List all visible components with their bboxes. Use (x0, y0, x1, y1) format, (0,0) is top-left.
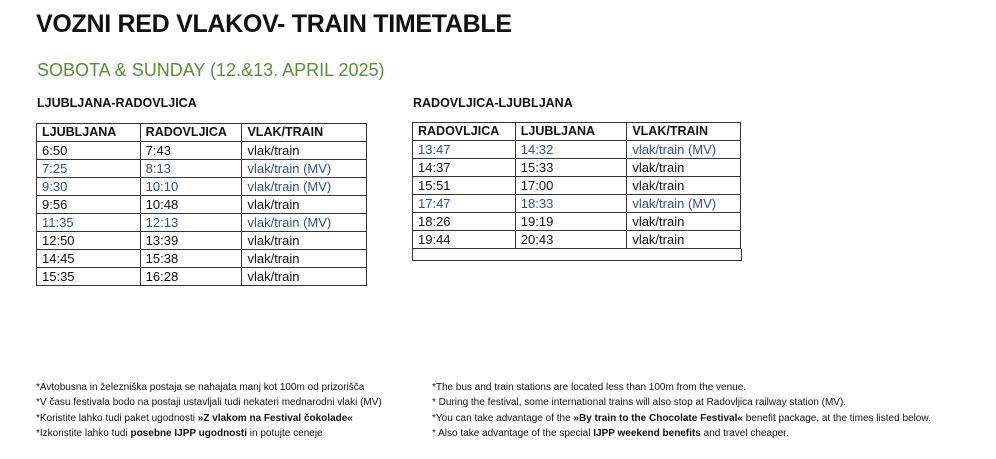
table-row (413, 195, 741, 213)
section-heading-radovljica-ljubljana: RADOVLJICA-LJUBLJANA (413, 96, 573, 110)
note-text: benefit package, at the times listed below. (742, 412, 931, 424)
train-type-cell: vlak/train (MV) (627, 141, 741, 159)
column-header-arrival: RADOVLJICA (140, 124, 242, 142)
table-row (413, 231, 741, 249)
arrival-time-cell: 8:13 (140, 160, 242, 178)
notes-english (432, 380, 931, 441)
departure-time-cell: 12:50 (37, 232, 141, 250)
note-emphasis: »Z vlakom na Festival čokolade« (197, 412, 353, 424)
table-row (413, 141, 741, 159)
note-emphasis: IJPP weekend benefits (593, 427, 701, 439)
column-header-train-type: VLAK/TRAIN (627, 123, 741, 141)
departure-time-cell: 9:30 (37, 178, 141, 196)
column-header-train-type: VLAK/TRAIN (242, 124, 367, 142)
column-header-departure: RADOVLJICA (413, 123, 516, 141)
departure-time-cell: 18:26 (413, 213, 516, 231)
note-line (432, 380, 931, 395)
note-text: in potujte ceneje (247, 427, 323, 439)
timetable-ljubljana-radovljica (36, 123, 367, 286)
departure-time-cell: 11:35 (37, 214, 141, 232)
page-title: VOZNI RED VLAKOV- TRAIN TIMETABLE (36, 10, 512, 38)
train-type-cell: vlak/train (242, 142, 367, 160)
note-text: *The bus and train stations are located less than 100m from the venue. (432, 382, 747, 393)
note-text: *Avtobusna in železniška postaja se nahajata manj kot 100m od prizorišča (36, 382, 365, 393)
table-header-row (37, 124, 367, 142)
arrival-time-cell: 7:43 (140, 142, 242, 160)
table-row (37, 268, 367, 286)
arrival-time-cell: 16:28 (140, 268, 242, 286)
note-emphasis: »By train to the Chocolate Festival« (573, 412, 743, 424)
table-row (37, 178, 367, 196)
train-type-cell: vlak/train (242, 250, 367, 268)
departure-time-cell: 17:47 (413, 195, 516, 213)
arrival-time-cell: 12:13 (140, 214, 242, 232)
departure-time-cell: 15:51 (413, 177, 516, 195)
section-heading-ljubljana-radovljica: LJUBLJANA-RADOVLJICA (37, 96, 197, 110)
table-row (37, 196, 367, 214)
notes-slovenian (36, 380, 382, 441)
note-text: * During the festival, some international trains will also stop at Radovljica railway station (MV). (432, 397, 847, 409)
arrival-time-cell: 13:39 (140, 232, 242, 250)
note-text: *You can take advantage of the (432, 412, 574, 424)
note-text: *Izkoristite lahko tudi (36, 427, 131, 439)
train-type-cell: vlak/train (627, 231, 741, 249)
arrival-time-cell: 10:48 (140, 196, 242, 214)
column-header-departure: LJUBLJANA (37, 124, 141, 142)
timetable-radovljica-ljubljana (412, 122, 741, 249)
arrival-time-cell: 20:43 (515, 231, 627, 249)
departure-time-cell: 19:44 (413, 231, 516, 249)
arrival-time-cell: 15:38 (140, 250, 242, 268)
table-blank-area (412, 249, 742, 261)
train-type-cell: vlak/train (242, 196, 367, 214)
column-header-arrival: LJUBLJANA (515, 123, 627, 141)
arrival-time-cell: 17:00 (515, 177, 627, 195)
arrival-time-cell: 19:19 (515, 213, 627, 231)
note-emphasis: posebne IJPP ugodnosti (130, 427, 247, 439)
train-type-cell: vlak/train (627, 177, 741, 195)
table-row (37, 214, 367, 232)
departure-time-cell: 15:35 (37, 268, 141, 286)
note-line (432, 426, 931, 441)
note-line (432, 411, 931, 426)
train-type-cell: vlak/train (242, 268, 367, 286)
note-line (36, 380, 382, 395)
table-row (413, 159, 741, 177)
train-type-cell: vlak/train (MV) (242, 178, 367, 196)
note-text: and travel cheaper. (700, 427, 789, 439)
page-subtitle: SOBOTA & SUNDAY (12.&13. APRIL 2025) (37, 60, 385, 80)
departure-time-cell: 7:25 (37, 160, 141, 178)
departure-time-cell: 9:56 (37, 196, 141, 214)
departure-time-cell: 14:45 (37, 250, 141, 268)
table-row (37, 160, 367, 178)
note-text: *V času festivala bodo na postaji ustavljali tudi nekateri mednarodni vlaki (MV) (36, 397, 382, 409)
table-row (37, 250, 367, 268)
note-text: *Koristite lahko tudi paket ugodnosti (36, 412, 198, 424)
train-type-cell: vlak/train (627, 159, 741, 177)
table-header-row (413, 123, 741, 141)
train-type-cell: vlak/train (MV) (242, 160, 367, 178)
table-row (37, 142, 367, 160)
arrival-time-cell: 10:10 (140, 178, 242, 196)
note-line (432, 395, 931, 410)
train-type-cell: vlak/train (MV) (627, 195, 741, 213)
note-line (36, 411, 382, 426)
note-line (36, 426, 382, 441)
train-type-cell: vlak/train (627, 213, 741, 231)
arrival-time-cell: 15:33 (515, 159, 627, 177)
table-row (413, 213, 741, 231)
train-type-cell: vlak/train (242, 232, 367, 250)
note-line (36, 395, 382, 410)
note-text: * Also take advantage of the special (432, 427, 594, 439)
arrival-time-cell: 14:32 (515, 141, 627, 159)
arrival-time-cell: 18:33 (515, 195, 627, 213)
table-row (413, 177, 741, 195)
departure-time-cell: 14:37 (413, 159, 516, 177)
table-row (37, 232, 367, 250)
train-type-cell: vlak/train (MV) (242, 214, 367, 232)
departure-time-cell: 13:47 (413, 141, 516, 159)
departure-time-cell: 6:50 (37, 142, 141, 160)
